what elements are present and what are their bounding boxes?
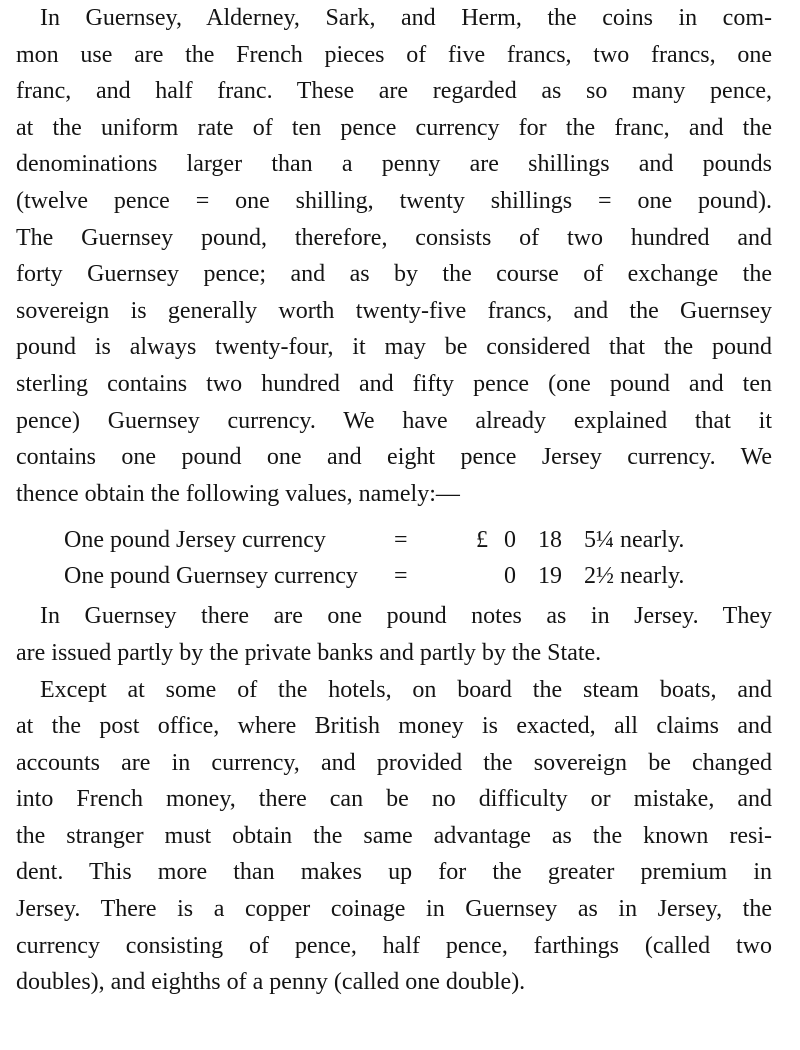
text-line: thence obtain the following values, namely:— (16, 480, 460, 507)
equals-sign: = (394, 563, 408, 590)
text-line: Jersey. There is a copper coinage in Guernsey as in Jersey, the (16, 896, 772, 923)
text-line: denominations larger than a penny are shillings and pounds (16, 151, 772, 178)
pounds-value: 0 (504, 563, 516, 590)
text-line: mon use are the French pieces of five francs, two francs, one (16, 41, 772, 68)
pound-symbol: £ (476, 527, 488, 554)
text-line: the stranger must obtain the same advantage as the known resi- (16, 822, 772, 849)
text-line: The Guernsey pound, therefore, consists of two hundred and (16, 224, 772, 251)
text-line: contains one pound one and eight pence Jersey currency. We (16, 444, 772, 471)
text-line: accounts are in currency, and provided the sovereign be changed (16, 749, 772, 776)
shillings-value: 19 (538, 563, 562, 590)
text-line: into French money, there can be no difficulty or mistake, and (16, 786, 772, 813)
approximation-note: nearly. (620, 563, 685, 590)
text-line: pound is always twenty-four, it may be considered that the pound (16, 334, 772, 361)
text-line: franc, and half franc. These are regarded as so many pence, (16, 78, 772, 105)
text-line: In Guernsey there are one pound notes as in Jersey. They (40, 603, 772, 630)
equals-sign: = (394, 527, 408, 554)
paragraph-currency-claims (16, 672, 772, 1001)
text-line: dent. This more than makes up for the greater premium in (16, 859, 772, 886)
text-line: pence) Guernsey currency. We have already explained that it (16, 407, 772, 434)
equivalence-row-jersey (16, 522, 772, 558)
paragraph-coins-in-use (16, 0, 772, 512)
text-line: sovereign is generally worth twenty-five francs, and the Guernsey (16, 297, 772, 324)
text-line: currency consisting of pence, half pence, farthings (called two (16, 932, 772, 959)
paragraph-pound-notes (16, 598, 772, 671)
equivalence-row-guernsey (16, 558, 772, 594)
text-line: doubles), and eighths of a penny (called one double). (16, 969, 526, 996)
currency-equivalence-table (16, 522, 772, 594)
document-page (16, 0, 772, 1001)
equivalence-label: One pound Guernsey currency (64, 563, 358, 590)
pence-value: 2½ (584, 563, 614, 590)
text-line: (twelve pence = one shilling, twenty shillings = one pound). (16, 187, 772, 214)
text-line: at the uniform rate of ten pence currency for the franc, and the (16, 114, 772, 141)
equivalence-label: One pound Jersey currency (64, 527, 326, 554)
text-line: In Guernsey, Alderney, Sark, and Herm, the coins in com- (40, 5, 772, 31)
pounds-value: 0 (504, 527, 516, 554)
text-line: at the post office, where British money is exacted, all claims and (16, 713, 772, 740)
text-line: sterling contains two hundred and fifty pence (one pound and ten (16, 370, 772, 397)
text-line: forty Guernsey pence; and as by the course of exchange the (16, 261, 772, 288)
text-line: Except at some of the hotels, on board the steam boats, and (40, 676, 772, 703)
pence-value: 5¼ (584, 527, 614, 554)
text-line: are issued partly by the private banks and partly by the State. (16, 639, 602, 666)
shillings-value: 18 (538, 527, 562, 554)
approximation-note: nearly. (620, 527, 685, 554)
pound-symbol (458, 558, 488, 594)
